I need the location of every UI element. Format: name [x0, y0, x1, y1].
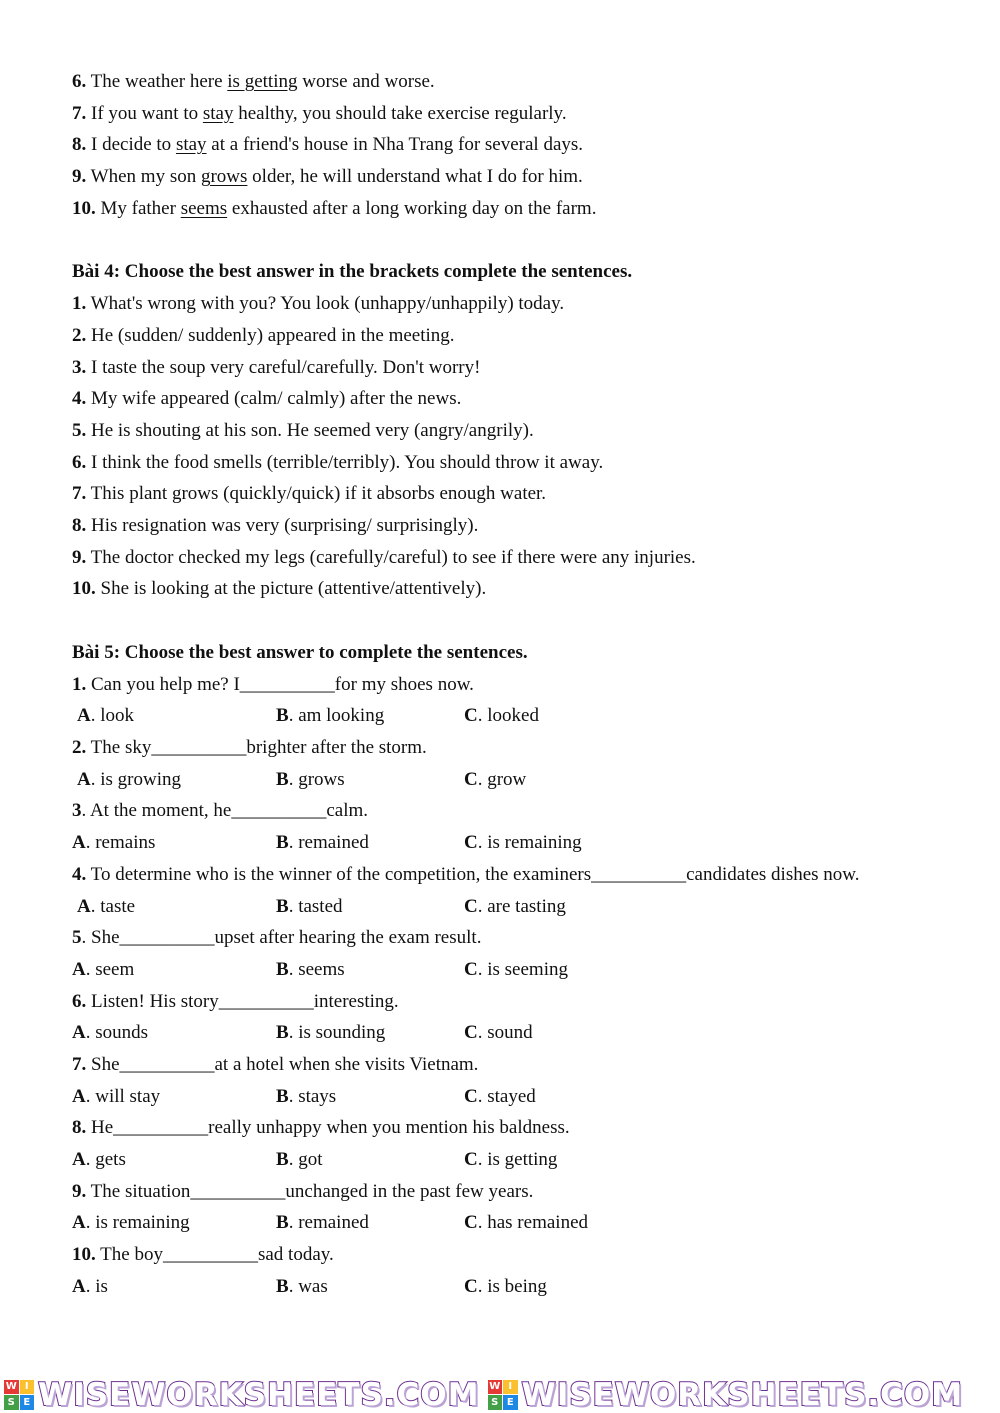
option-b[interactable]: B. remained: [276, 1212, 369, 1234]
question-text: The boy__________sad today.: [100, 1244, 334, 1266]
question-number: 7.: [72, 1053, 87, 1075]
option-text: look: [100, 705, 135, 727]
sentence-line: [72, 320, 972, 352]
item-number: 5.: [72, 419, 87, 441]
logo-icon-tile: S: [488, 1395, 503, 1410]
question-line: [72, 1239, 972, 1271]
option-b[interactable]: B. tasted: [276, 895, 343, 917]
option-letter: A: [77, 895, 91, 917]
option-text: is growing: [100, 768, 181, 790]
option-c[interactable]: C. has remained: [464, 1212, 588, 1234]
question-line: [72, 732, 972, 764]
sentence-text: I taste the soup very careful/carefully. Don't worry!: [91, 356, 481, 378]
item-number: 8.: [72, 134, 87, 156]
option-text: got: [298, 1149, 323, 1170]
question-text: Listen! His story__________interesting.: [91, 990, 399, 1012]
sentence-text: My wife appeared (calm/ calmly) after the news.: [91, 388, 462, 410]
option-a[interactable]: A. sounds: [72, 1022, 149, 1044]
sentence-text-after: worse and worse.: [297, 71, 435, 92]
option-text: gets: [95, 1149, 126, 1170]
option-b[interactable]: B. stays: [276, 1085, 337, 1107]
option-b[interactable]: B. was: [276, 1275, 328, 1297]
option-text: is being: [487, 1275, 547, 1297]
question-number: 9.: [72, 1180, 87, 1202]
exercise-3-tail: [72, 66, 972, 224]
option-text: is remaining: [487, 832, 582, 854]
option-letter: A: [72, 958, 86, 980]
option-text: is: [95, 1275, 108, 1297]
option-c[interactable]: C. are tasting: [464, 895, 566, 917]
option-b[interactable]: B. remained: [276, 832, 369, 854]
option-b[interactable]: B. am looking: [276, 705, 385, 727]
underlined-verb: seems: [180, 197, 228, 219]
sentence-text: This plant grows (quickly/quick) if it absorbs enough water.: [90, 483, 547, 505]
option-c[interactable]: C. looked: [464, 705, 539, 727]
sentence-text: He (sudden/ suddenly) appeared in the meeting.: [91, 324, 455, 346]
option-letter: C: [464, 958, 478, 980]
question-number: 5: [72, 927, 82, 949]
option-letter: B: [276, 705, 289, 727]
option-text: will stay: [95, 1085, 161, 1107]
question-text: . At the moment, he__________calm.: [81, 800, 369, 822]
option-letter: C: [464, 1022, 478, 1044]
option-b[interactable]: B. got: [276, 1149, 323, 1170]
option-text: grow: [487, 768, 527, 790]
option-a[interactable]: A. look: [77, 705, 135, 727]
option-text: seems: [298, 958, 345, 980]
option-letter: B: [276, 768, 289, 790]
option-text: is sounding: [298, 1022, 386, 1044]
option-letter: B: [276, 1149, 289, 1170]
option-c[interactable]: C. is being: [464, 1275, 547, 1297]
option-letter: B: [276, 895, 289, 917]
answer-options: [72, 1271, 972, 1303]
question-text: Can you help me? I__________for my shoes now.: [91, 673, 474, 695]
option-letter: A: [72, 1212, 86, 1234]
item-number: 2.: [72, 324, 87, 346]
sentence-line: [72, 510, 972, 542]
logo-icon-tile: E: [20, 1395, 35, 1410]
question-line: [72, 1112, 972, 1144]
underlined-verb: is getting: [227, 71, 298, 92]
question-line: [72, 1176, 972, 1208]
sentence-line: [72, 288, 972, 320]
option-text: seem: [95, 958, 135, 980]
sentence-line: [72, 478, 972, 510]
option-b[interactable]: B. seems: [276, 958, 345, 980]
logo-group: [4, 1377, 480, 1413]
option-letter: A: [77, 768, 91, 790]
item-number: 8.: [72, 514, 87, 536]
option-letter: C: [464, 1212, 478, 1234]
sentence-text: The doctor checked my legs (carefully/careful) to see if there were any injuries.: [90, 546, 696, 568]
option-text: is remaining: [95, 1212, 190, 1234]
option-letter: C: [464, 1275, 478, 1297]
option-text: sound: [487, 1022, 533, 1044]
logo-group: [488, 1377, 964, 1413]
option-c[interactable]: C. is getting: [464, 1149, 558, 1170]
logo-text: WISEWORKSHEETS.COM: [38, 1376, 480, 1413]
question-number: 6.: [72, 990, 87, 1012]
underlined-verb: stay: [175, 134, 207, 156]
answer-options: [72, 827, 972, 859]
option-a[interactable]: A. will stay: [72, 1085, 161, 1107]
footer-watermark: [0, 1376, 1000, 1413]
item-number: 6.: [72, 71, 87, 92]
item-number: 10.: [72, 197, 96, 219]
option-letter: C: [464, 1149, 478, 1170]
option-a[interactable]: A. is remaining: [72, 1212, 190, 1234]
option-letter: B: [276, 958, 289, 980]
option-c[interactable]: C. is seeming: [464, 958, 568, 980]
answer-options: [72, 1207, 972, 1239]
item-number: 3.: [72, 356, 87, 378]
option-text: sounds: [95, 1022, 149, 1044]
option-c[interactable]: C. sound: [464, 1022, 533, 1044]
question-line: [72, 795, 972, 827]
logo-icon: [4, 1380, 34, 1410]
question-line: [72, 922, 972, 954]
sentence-text-after: exhausted after a long working day on the farm.: [227, 197, 597, 219]
logo-icon-tile: S: [4, 1395, 19, 1410]
option-text: remained: [298, 1212, 369, 1234]
sentence-text-after: older, he will understand what I do for him.: [247, 166, 583, 188]
answer-options: [72, 1081, 972, 1113]
sentence-line: [72, 383, 972, 415]
option-a[interactable]: A. is growing: [77, 768, 181, 790]
answer-options: [72, 954, 972, 986]
option-letter: A: [72, 1275, 86, 1297]
sentence-text-before: The weather here: [90, 71, 228, 92]
option-letter: B: [276, 1085, 289, 1107]
exercise-4-heading: Bài 4: Choose the best answer in the brackets complete the sentences.: [72, 261, 633, 283]
option-letter: C: [464, 1085, 478, 1107]
logo-text: WISEWORKSHEETS.COM: [521, 1376, 963, 1413]
option-text: stays: [298, 1085, 337, 1107]
item-number: 6.: [72, 451, 87, 473]
option-text: tasted: [298, 895, 343, 917]
sentence-line: [72, 129, 972, 161]
sentence-text: His resignation was very (surprising/ surprisingly).: [91, 514, 479, 536]
item-number: 7.: [72, 483, 87, 505]
logo-icon-tile: I: [503, 1380, 518, 1395]
exercise-4-list: [72, 288, 972, 605]
option-text: remains: [95, 832, 156, 854]
option-a[interactable]: A. gets: [72, 1149, 126, 1170]
option-letter: A: [72, 832, 86, 854]
question-number: 3: [72, 800, 82, 822]
option-b[interactable]: B. is sounding: [276, 1022, 386, 1044]
logo-icon-tile: W: [489, 1381, 501, 1393]
sentence-line: [72, 193, 972, 225]
option-text: am looking: [298, 705, 385, 727]
sentence-text-after: healthy, you should take exercise regularly.: [233, 102, 567, 124]
option-a[interactable]: A. is: [72, 1275, 108, 1297]
sentence-text-after: at a friend's house in Nha Trang for several days.: [206, 134, 584, 156]
option-letter: A: [72, 1022, 86, 1044]
sentence-text: She is looking at the picture (attentive/attentively).: [100, 578, 487, 600]
option-letter: B: [276, 832, 289, 854]
item-number: 4.: [72, 388, 87, 410]
sentence-text-before: When my son: [90, 166, 201, 188]
option-letter: C: [464, 895, 478, 917]
option-text: remained: [298, 832, 369, 854]
question-text: To determine who is the winner of the competition, the examiners__________candidates dishes now.: [90, 863, 860, 885]
answer-options: [72, 891, 972, 923]
option-text: looked: [487, 705, 539, 727]
option-text: stayed: [487, 1085, 536, 1107]
option-text: grows: [298, 768, 345, 790]
option-text: is getting: [487, 1149, 558, 1170]
sentence-line: [72, 352, 972, 384]
logo-icon-tile: E: [503, 1395, 518, 1410]
question-line: [72, 669, 972, 701]
item-number: 9.: [72, 546, 87, 568]
sentence-text: He is shouting at his son. He seemed very (angry/angrily).: [91, 419, 534, 441]
question-line: [72, 986, 972, 1018]
sentence-line: [72, 542, 972, 574]
sentence-text-before: My father: [100, 197, 181, 219]
logo-icon: [488, 1380, 518, 1410]
option-a[interactable]: A. seem: [72, 958, 135, 980]
exercise-5-list: [72, 669, 972, 1303]
option-letter: A: [72, 1085, 86, 1107]
sentence-line: [72, 66, 972, 98]
option-c[interactable]: C. is remaining: [464, 832, 582, 854]
option-b[interactable]: B. grows: [276, 768, 345, 790]
question-number: 10.: [72, 1244, 96, 1266]
question-text: She__________at a hotel when she visits Vietnam.: [91, 1053, 479, 1075]
item-number: 10.: [72, 578, 96, 600]
worksheet-page: [72, 66, 972, 1302]
item-number: 7.: [72, 102, 87, 124]
sentence-line: [72, 415, 972, 447]
question-line: [72, 859, 972, 891]
logo-icon-tile: I: [20, 1380, 35, 1395]
question-text: He__________really unhappy when you mention his baldness.: [91, 1117, 570, 1139]
underlined-verb: grows: [200, 166, 248, 188]
sentence-line: [72, 447, 972, 479]
sentence-text: What's wrong with you? You look (unhappy/unhappily) today.: [90, 293, 565, 315]
question-number: 1.: [72, 673, 87, 695]
option-c[interactable]: C. grow: [464, 768, 527, 790]
question-text: The sky__________brighter after the storm.: [90, 737, 427, 759]
logo-icon-tile: W: [5, 1381, 17, 1393]
option-letter: B: [276, 1275, 289, 1297]
option-text: has remained: [487, 1212, 588, 1234]
option-letter: C: [464, 768, 478, 790]
option-a[interactable]: A. remains: [72, 832, 156, 854]
question-number: 2.: [72, 737, 87, 759]
sentence-line: [72, 573, 972, 605]
option-text: was: [298, 1275, 328, 1297]
sentence-text: I think the food smells (terrible/terribly). You should throw it away.: [91, 451, 604, 473]
option-text: is seeming: [487, 958, 568, 980]
question-line: [72, 1049, 972, 1081]
option-letter: C: [464, 705, 478, 727]
option-letter: A: [72, 1149, 86, 1170]
question-text: . She__________upset after hearing the exam result.: [81, 927, 482, 949]
answer-options: [72, 764, 972, 796]
question-text: The situation__________unchanged in the past few years.: [90, 1180, 534, 1202]
option-text: taste: [100, 895, 136, 917]
answer-options: [72, 1144, 972, 1176]
option-letter: B: [276, 1212, 289, 1234]
question-number: 4.: [72, 863, 87, 885]
item-number: 9.: [72, 166, 87, 188]
option-c[interactable]: C. stayed: [464, 1085, 536, 1107]
sentence-text-before: If you want to: [91, 102, 203, 124]
option-a[interactable]: A. taste: [77, 895, 136, 917]
sentence-text-before: I decide to: [91, 134, 176, 156]
sentence-line: [72, 98, 972, 130]
answer-options: [72, 1017, 972, 1049]
option-letter: B: [276, 1022, 289, 1044]
exercise-5-heading: Bài 5: Choose the best answer to complete the sentences.: [72, 642, 528, 663]
option-letter: C: [464, 832, 478, 854]
question-number: 8.: [72, 1117, 87, 1139]
underlined-verb: stay: [202, 102, 234, 124]
option-letter: A: [77, 705, 91, 727]
item-number: 1.: [72, 293, 87, 315]
answer-options: [72, 700, 972, 732]
option-text: are tasting: [487, 895, 566, 917]
sentence-line: [72, 161, 972, 193]
